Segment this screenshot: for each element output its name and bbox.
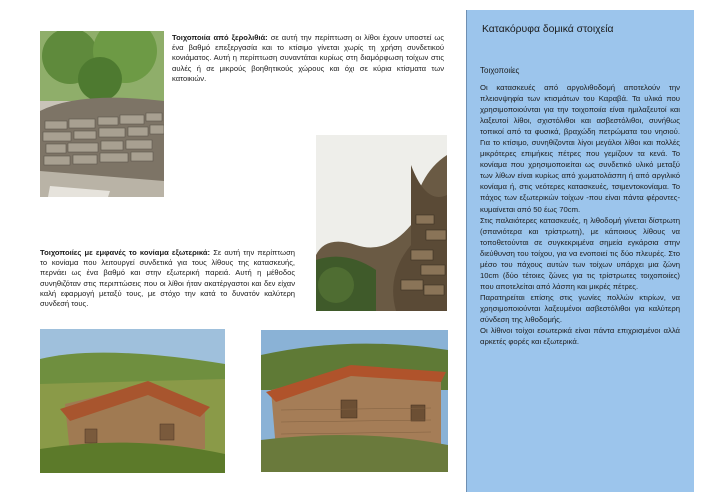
mortar-heading: Τοιχοποιίες με εμφανές το κονίαμα εξωτερικά: (40, 248, 211, 257)
sidebar-title: Κατακόρυφα δομικά στοιχεία (482, 24, 614, 35)
mortar-text: Σε αυτή την περίπτωση το κονίαμα που λειτουργεί συνδετικά για τους λίθους της κατασκευής, περνάει ως ένα βαθμό και στην εξωτερική παρειά. Αυτή η μέθοδος συνηθιζόταν στις περιπτώσεις που οι λίθοι ήταν ακατέργαστοι και δεν είχαν καλή εφαρμογή μεταξύ τους, με στόχο την κατά το δυνατόν καλύτερη συνδεσή τους. (40, 248, 296, 309)
photo-ruined-house-left (40, 329, 225, 473)
dry-stone-heading: Τοιχοποιία από ξερολιθιά: (172, 33, 268, 42)
sidebar-panel (466, 10, 694, 492)
sidebar-subtitle: Τοιχοποιίες (480, 66, 520, 75)
dry-stone-text: σε αυτή την περίπτωση οι λίθοι έχουν υποστεί ως ένα βαθμό επεξεργασία και το κτίσιμο γίνεται χωρίς τη χρήση συνδετικού κονιάματος. Αυτή η περίπτωση συναντάται κυρίως στη διαμόρφωση τοίχων στις αυλές ή σε μικρούς βοηθητικούς χώρους και όχι σε κύρια κτίσματα των κατοικιών. (172, 33, 445, 83)
photo-ruined-house-right (261, 330, 448, 472)
photo-whitewashed-wall (316, 135, 447, 311)
mortar-paragraph (40, 248, 295, 309)
photo-dry-stone-wall (40, 31, 164, 197)
sidebar-divider (466, 10, 467, 492)
dry-stone-paragraph (172, 33, 444, 84)
sidebar-body: Οι κατασκευές από αργολιθοδομή αποτελούν την πλειονψηφία των κτισμάτων του Καραβά. Τα υλικά που χρησιμοποιούνται για την τοιχοποιία είναι ημιλαξευτοί και λαξευτοί λίθοι, σχιστόλιθοι και ασβεστόλιθοι, συνήθως τοπικοί από τα φυσικά, βραχώδη πετρώματα του νησιού. Για το κτίσιμο, συνηθίζονται λίγοι μεγάλοι λίθοι και πολλές μικρότερες επιμήκεις πέτρες που γεμίζουν τα κενά. Το κονίαμα που χρησιμοποιείται ως συνδετικό υλικό μεταξύ των λίθων είναι κυρίως από χωματολάσπη ή από αργιλικό κονίαμα ή, στις νεότερες κατασκευές, τσιμεντοκονίαμα. Το πάχος των εξωτερικών τοίχων -που είναι πάντα φέροντες- κυμαίνεται από 50 έως 70cm. Στις παλαιότερες κατασκευές, η λιθοδομή γίνεται δίστρωτη (σπανιότερα και τρίστρωτη), με κάποιους λίθους να τοποθετούνται σε συγκεκριμένα σημεία εγκάρσια στην διεύθυνση του τοίχου, για να ενοποιεί τις δύο πλευρές. Στο μέσο του πάχους αυτών των τοίχων υπάρχει μια ζώνη 10cm (δύο τέτοιες ζώνες για τις τρίστρωτες τοιχοποιίες) που αποτελείται από λάσπη και μικρές πέτρες. Παρατηρείται επίσης στις γωνίες πολλών κτιρίων, να χρησιμοποιούνται λαξευμένοι ασβεστόλιθοι για καλύτερη σύνδεση της λιθοδομής. Οι λίθινοι τοίχοι εσωτερικά είναι πάντα επιχρισμένοι αλλά αρκετές φορές και εξωτερικά. (480, 83, 680, 347)
